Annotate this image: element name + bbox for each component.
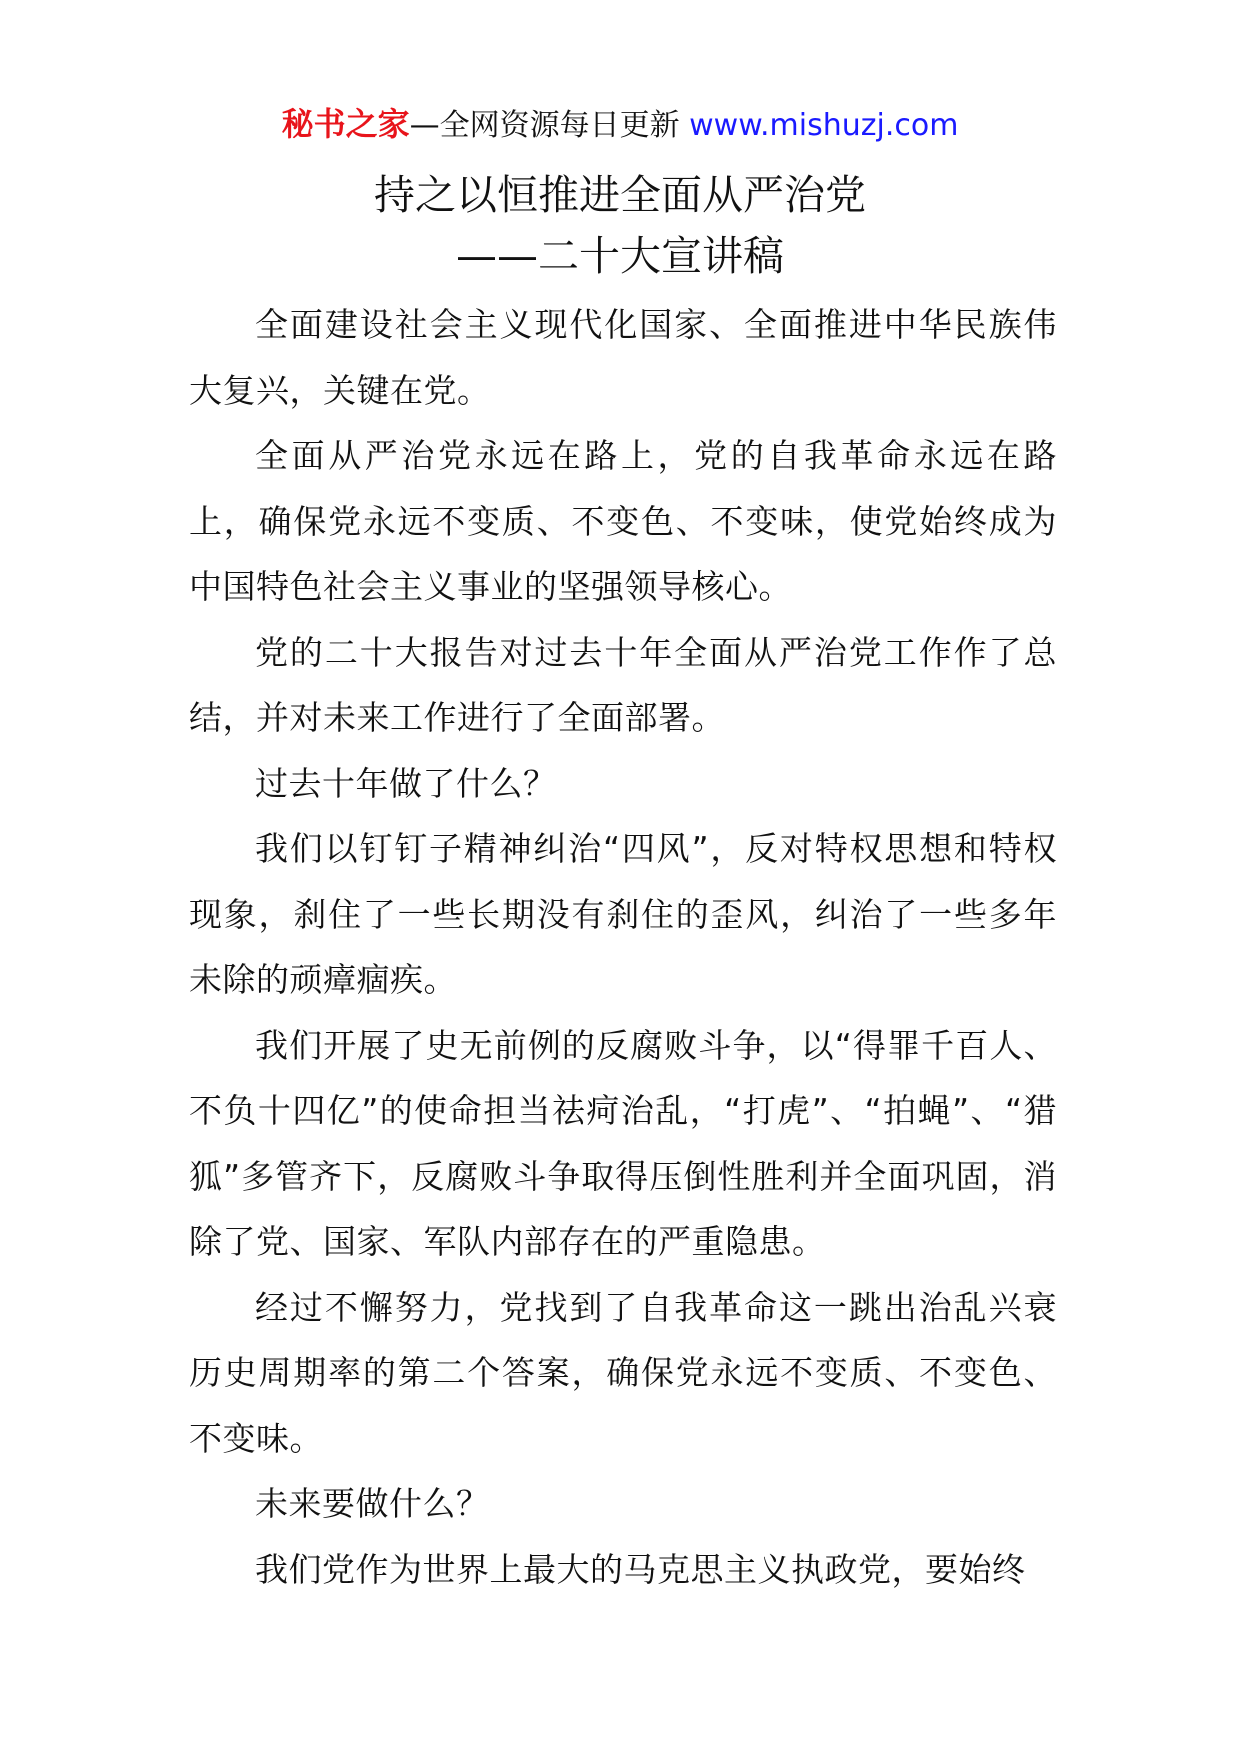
paragraph: 我们党作为世界上最大的马克思主义执政党，要始终 [255,1549,1026,1589]
document-subtitle: ——二十大宣讲稿 [456,232,784,280]
paragraph: 经过不懈努力，党找到了自我革命这一跳出治乱兴衰历史周期率的第二个答案，确保党永远不变质、不变色、不变味。 [189,1287,1057,1458]
brand-name: 秘书之家 [281,105,410,143]
paragraph: 我们以钉钉子精神纠治“四风”，反对特权思想和特权现象，刹住了一些长期没有刹住的歪风，纠治了一些多年未除的顽瘴痼疾。 [189,829,1057,999]
paragraph: 全面从严治党永远在路上，党的自我革命永远在路上，确保党永远不变质、不变色、不变味，使党始终成为中国特色社会主义事业的坚强领导核心。 [189,436,1057,606]
header-tagline: —全网资源每日更新 [409,108,680,143]
site-header [0,100,1240,150]
paragraph: 我们开展了史无前例的反腐败斗争，以“得罪千百人、不负十四亿”的使命担当祛疴治乱，“打虎”、“拍蝇”、“猎狐”多管齐下，反腐败斗争取得压倒性胜利并全面巩固，消除了党、国家、军队内部存在的严重隐患。 [189,1025,1057,1261]
document-title: 持之以恒推进全面从严治党 [374,171,866,219]
paragraph: 全面建设社会主义现代化国家、全面推进中华民族伟大复兴，关键在党。 [189,305,1057,410]
paragraph: 未来要做什么？ [255,1484,490,1523]
site-url-link[interactable]: www.mishuzj.com [689,108,959,143]
paragraph: 过去十年做了什么？ [255,763,557,803]
paragraph: 党的二十大报告对过去十年全面从严治党工作作了总结，并对未来工作进行了全面部署。 [189,632,1057,737]
document-body [189,292,1057,1602]
